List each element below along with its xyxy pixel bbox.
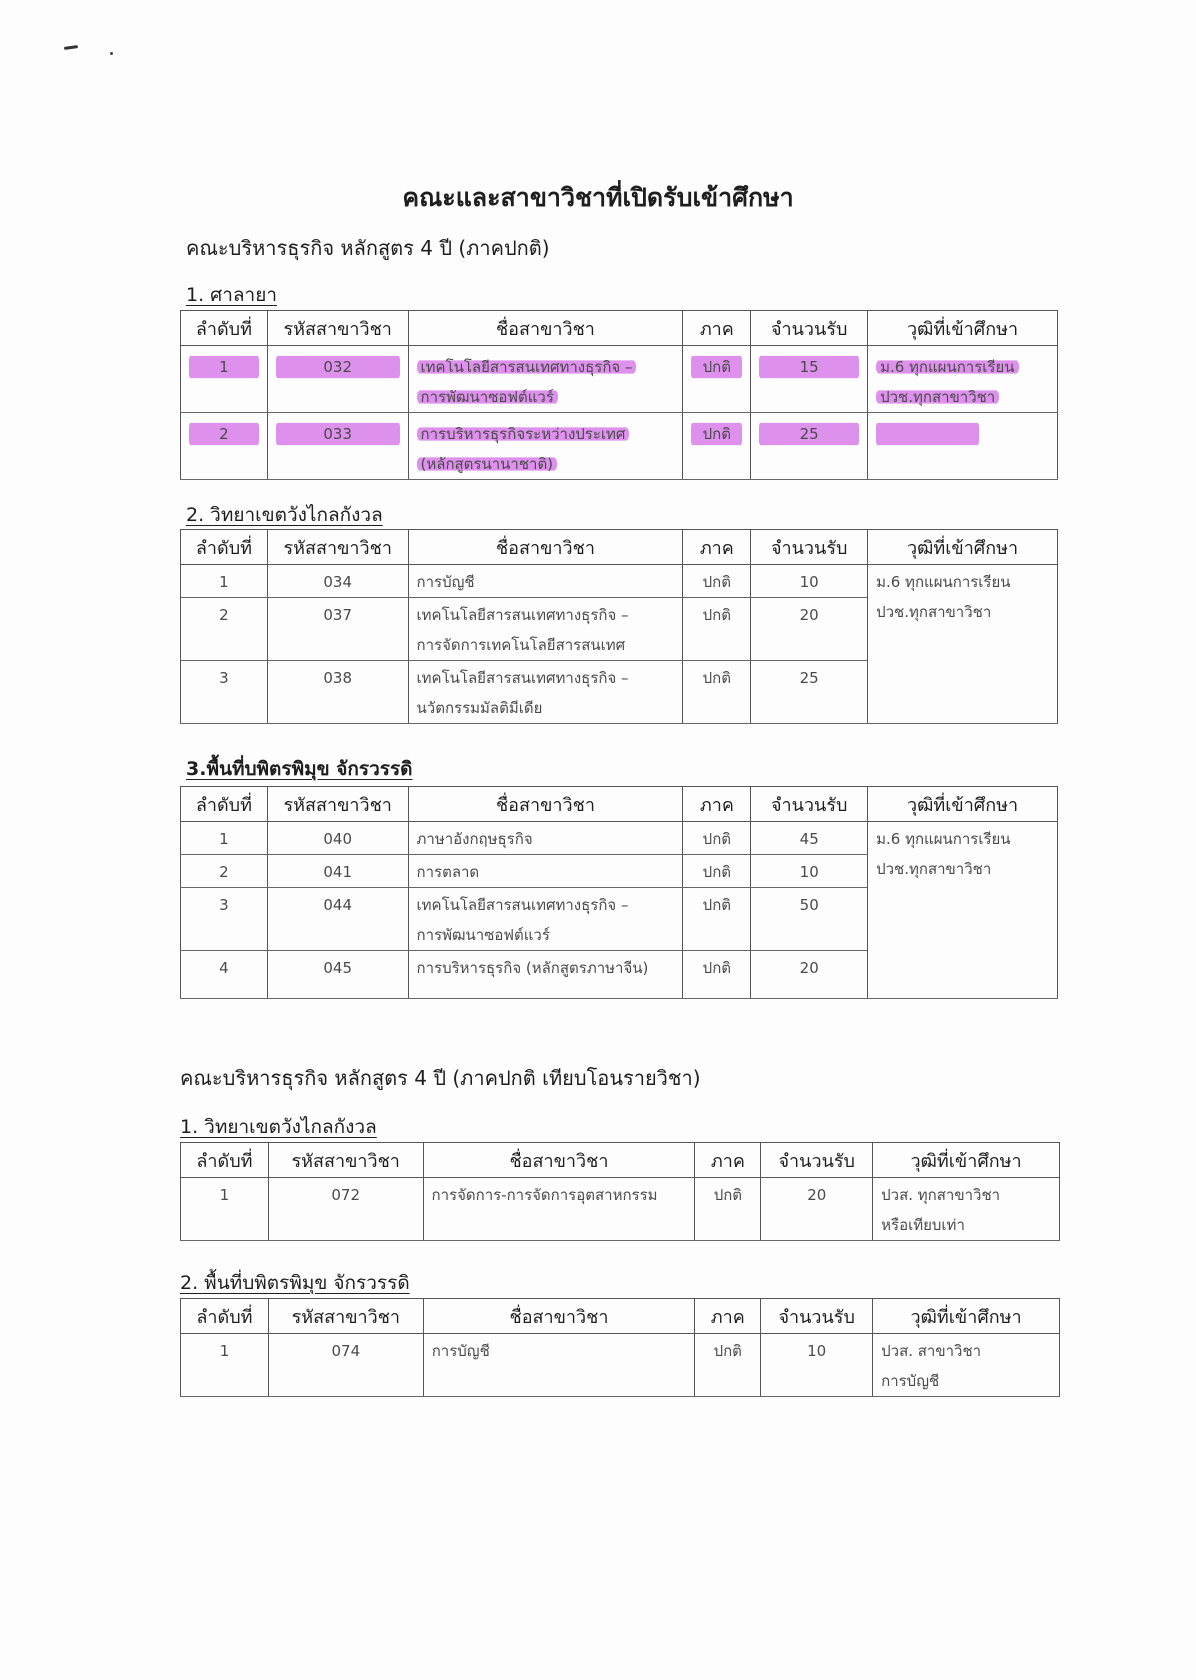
scan-dot (110, 52, 113, 55)
col-seats: จำนวนรับ (761, 1143, 873, 1178)
col-qualification: วุฒิที่เข้าศึกษา (868, 311, 1058, 346)
table-row (181, 565, 1058, 598)
row-code: 038 (323, 669, 353, 687)
qualification-line2: การบัญชี (881, 1372, 940, 1390)
table-header (181, 1143, 1060, 1178)
row-name-line1: เทคโนโลยีสารสนเทศทางธุรกิจ – (416, 606, 629, 624)
row-code: 032 (276, 352, 400, 382)
table-row (181, 1334, 1060, 1397)
table-row (181, 413, 1058, 480)
row-session: ปกติ (691, 419, 742, 449)
qualification-line2: ปวช.ทุกสาขาวิชา (876, 860, 992, 878)
row-no: 1 (219, 830, 229, 848)
col-session: ภาค (695, 1143, 761, 1178)
campus-chakkrawat-title: 3.พื้นที่บพิตรพิมุข จักรวรรดิ (186, 758, 413, 780)
col-no: ลำดับที่ (181, 787, 268, 822)
col-session: ภาค (683, 787, 751, 822)
col-no: ลำดับที่ (181, 1299, 269, 1334)
col-name: ชื่อสาขาวิชา (423, 1143, 695, 1178)
row-seats: 25 (799, 669, 819, 687)
row-session: ปกติ (702, 959, 732, 977)
qualification-line2: ปวช.ทุกสาขาวิชา (876, 603, 992, 621)
row-session: ปกติ (691, 352, 742, 382)
col-session: ภาค (683, 530, 751, 565)
row-code: 040 (323, 830, 352, 848)
col-seats: จำนวนรับ (751, 530, 868, 565)
row-seats: 25 (759, 419, 859, 449)
campus-wangklai-title: 2. วิทยาเขตวังไกลกังวล (186, 504, 383, 526)
col-session: ภาค (683, 311, 751, 346)
table-header (181, 787, 1058, 822)
scan-mark (64, 45, 78, 50)
qualification-line1: ปวส. สาขาวิชา (881, 1342, 982, 1360)
col-qualification: วุฒิที่เข้าศึกษา (873, 1299, 1060, 1334)
col-code: รหัสสาขาวิชา (268, 1299, 423, 1334)
row-seats: 20 (799, 959, 819, 977)
table-header (181, 1299, 1060, 1334)
col-name: ชื่อสาขาวิชา (423, 1299, 695, 1334)
faculty-transfer-title: คณะบริหารธุรกิจ หลักสูตร 4 ปี (ภาคปกติ เทียบโอนรายวิชา) (180, 1066, 701, 1090)
row-no: 3 (219, 896, 229, 914)
row-name: การบริหารธุรกิจ (หลักสูตรภาษาจีน) (416, 959, 649, 977)
col-no: ลำดับที่ (181, 530, 268, 565)
col-seats: จำนวนรับ (761, 1299, 873, 1334)
page-title: คณะและสาขาวิชาที่เปิดรับเข้าศึกษา (402, 183, 794, 212)
row-no: 1 (219, 1342, 230, 1360)
row-name-line2: นวัตกรรมมัลติมีเดีย (416, 699, 543, 717)
qualification-line2: หรือเทียบเท่า (881, 1216, 965, 1234)
row-seats: 15 (759, 352, 859, 382)
row-code: 034 (323, 573, 353, 591)
qualification-line1: ม.6 ทุกแผนการเรียน (876, 830, 1011, 848)
qualification-line1: ม.6 ทุกแผนการเรียน (876, 358, 1018, 376)
row-seats: 10 (799, 573, 819, 591)
row-no: 2 (219, 863, 229, 881)
row-name-line1: เทคโนโลยีสารสนเทศทางธุรกิจ – (417, 358, 637, 376)
col-code: รหัสสาขาวิชา (267, 311, 408, 346)
row-seats: 20 (807, 1186, 827, 1204)
row-code: 044 (323, 896, 352, 914)
col-session: ภาค (695, 1299, 761, 1334)
row-code: 072 (331, 1186, 361, 1204)
row-name-line2: การพัฒนาซอฟต์แวร์ (417, 388, 558, 406)
row-seats: 45 (799, 830, 819, 848)
row-no: 1 (219, 573, 229, 591)
transfer-campus-chakkrawat-title: 2. พื้นที่บพิตรพิมุข จักรวรรดิ (180, 1272, 410, 1294)
row-session: ปกติ (702, 606, 731, 624)
row-code: 033 (276, 419, 400, 449)
row-session: ปกติ (713, 1342, 742, 1360)
row-name: การบัญชี (416, 573, 475, 591)
row-no: 1 (219, 1186, 230, 1204)
col-code: รหัสสาขาวิชา (267, 787, 408, 822)
row-name: การจัดการ-การจัดการอุตสาหกรรม (431, 1186, 658, 1204)
col-seats: จำนวนรับ (751, 311, 868, 346)
row-name: การบัญชี (431, 1342, 490, 1360)
row-name: ภาษาอังกฤษธุรกิจ (416, 830, 533, 848)
campus-salaya-title: 1. ศาลายา (186, 284, 278, 306)
table-transfer-chakkrawat (180, 1298, 1060, 1397)
row-code: 037 (323, 606, 353, 624)
row-seats: 10 (799, 863, 819, 881)
col-name: ชื่อสาขาวิชา (408, 311, 683, 346)
row-name: การตลาด (416, 863, 480, 881)
row-no: 2 (189, 419, 259, 449)
row-session: ปกติ (702, 573, 731, 591)
table-row (181, 822, 1058, 855)
row-no: 2 (219, 606, 229, 624)
row-name-line1: เทคโนโลยีสารสนเทศทางธุรกิจ – (416, 669, 629, 687)
qualification-line1: ม.6 ทุกแผนการเรียน (876, 573, 1011, 591)
col-name: ชื่อสาขาวิชา (408, 787, 683, 822)
table-chakkrawat (180, 786, 1058, 999)
col-code: รหัสสาขาวิชา (268, 1143, 423, 1178)
row-session: ปกติ (702, 830, 732, 848)
col-name: ชื่อสาขาวิชา (408, 530, 683, 565)
row-seats: 10 (807, 1342, 827, 1360)
faculty-regular-title: คณะบริหารธุรกิจ หลักสูตร 4 ปี (ภาคปกติ) (186, 236, 550, 260)
row-session: ปกติ (702, 669, 731, 687)
table-transfer-wangklai (180, 1142, 1060, 1241)
row-name-line2: (หลักสูตรนานาชาติ) (417, 455, 558, 473)
qualification-line1: ปวส. ทุกสาขาวิชา (881, 1186, 1001, 1204)
table-row (181, 346, 1058, 413)
row-name-line1: เทคโนโลยีสารสนเทศทางธุรกิจ – (416, 896, 629, 914)
col-no: ลำดับที่ (181, 1143, 269, 1178)
table-header (181, 311, 1058, 346)
col-seats: จำนวนรับ (751, 787, 868, 822)
row-no: 4 (219, 959, 229, 977)
row-name-line1: การบริหารธุรกิจระหว่างประเทศ (417, 425, 630, 443)
col-qualification: วุฒิที่เข้าศึกษา (868, 787, 1058, 822)
row-session: ปกติ (702, 896, 732, 914)
col-qualification: วุฒิที่เข้าศึกษา (868, 530, 1058, 565)
table-salaya (180, 310, 1058, 480)
row-seats: 50 (799, 896, 819, 914)
highlight-mark (876, 419, 979, 449)
row-name-line2: การพัฒนาซอฟต์แวร์ (416, 926, 550, 944)
col-no: ลำดับที่ (181, 311, 268, 346)
col-qualification: วุฒิที่เข้าศึกษา (873, 1143, 1060, 1178)
row-name-line2: การจัดการเทคโนโลยีสารสนเทศ (416, 636, 626, 654)
row-seats: 20 (799, 606, 819, 624)
row-no: 1 (189, 352, 259, 382)
table-wangklai (180, 529, 1058, 724)
col-code: รหัสสาขาวิชา (267, 530, 408, 565)
row-code: 045 (323, 959, 352, 977)
row-session: ปกติ (713, 1186, 743, 1204)
row-code: 074 (331, 1342, 361, 1360)
table-header (181, 530, 1058, 565)
row-session: ปกติ (702, 863, 732, 881)
qualification-line2: ปวช.ทุกสาขาวิชา (876, 388, 999, 406)
table-row (181, 1178, 1060, 1241)
row-no: 3 (219, 669, 229, 687)
transfer-campus-wangklai-title: 1. วิทยาเขตวังไกลกังวล (180, 1116, 377, 1138)
row-code: 041 (323, 863, 352, 881)
